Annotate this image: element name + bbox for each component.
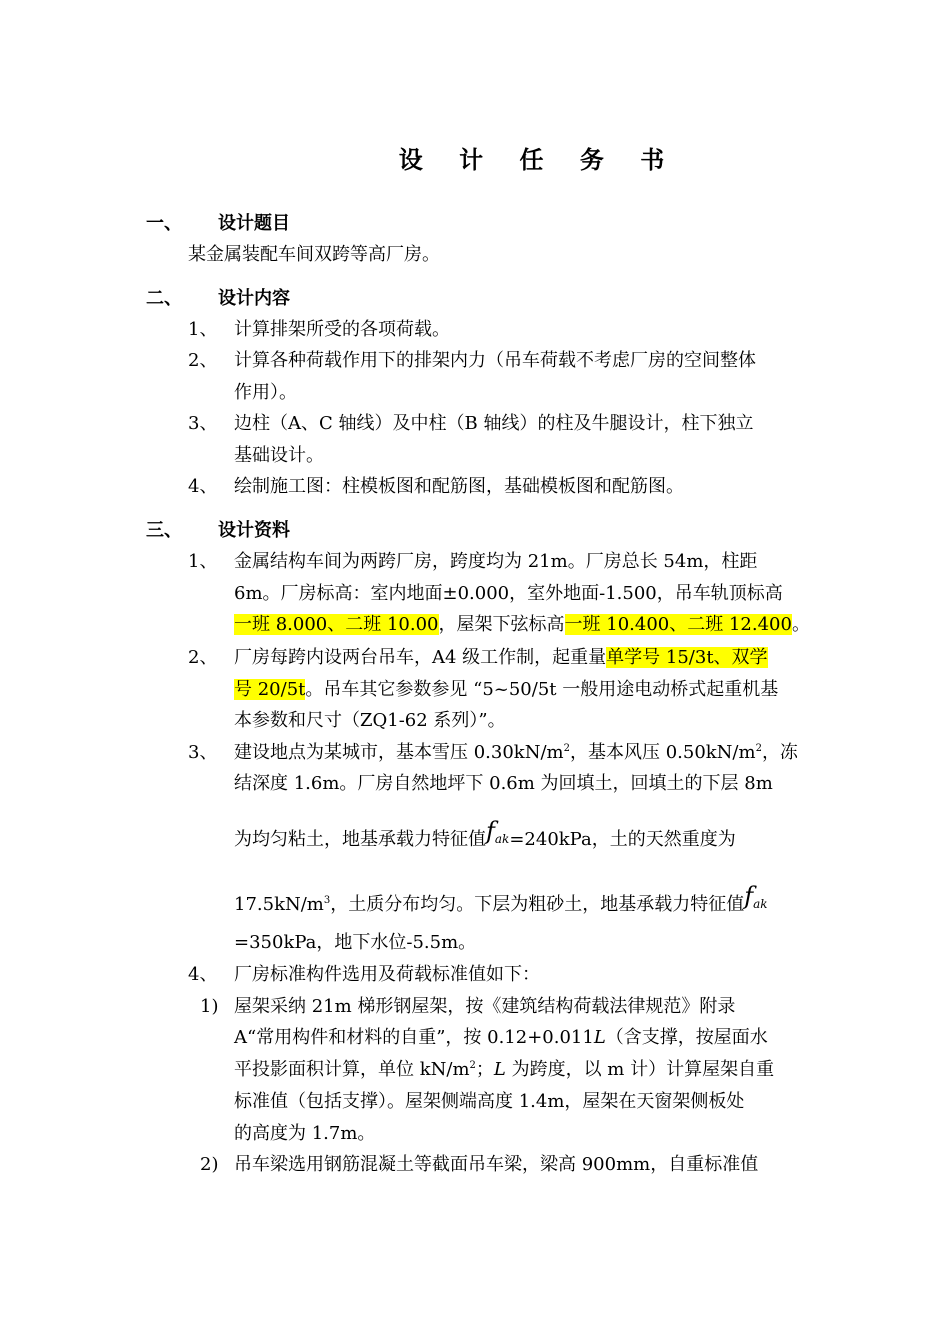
highlight-crane-capacity-cont: 号 20/5t	[234, 679, 306, 700]
fak-symbol-2: $f_{ak}$	[744, 882, 768, 911]
section-1-heading: 设计题目	[218, 213, 290, 234]
s3-item-1-line-3: 一班 8.000、二班 10.00，屋架下弦标高一班 10.400、二班 12.400。	[234, 614, 810, 635]
s3-item-4-number: 4、	[188, 964, 218, 985]
s3-item-3-line-5: =350kPa，地下水位-5.5m。	[234, 932, 477, 953]
sub-item-1-line-3: 平投影面积计算，单位 $kN/m^2$；L 为跨度，以 m 计）计算屋架自重	[234, 1059, 775, 1080]
section-3-number: 三、	[146, 520, 182, 541]
s3-item-2-number: 2、	[188, 647, 218, 668]
s3-item-4-line-1: 厂房标准构件选用及荷载标准值如下：	[234, 964, 540, 985]
document-title: 设 计 任 务 书	[398, 146, 679, 174]
s3-item-1-line-2: 6m。厂房标高：室内地面±0.000，室外地面-1.500，吊车轨顶标高	[234, 583, 783, 604]
section-2-heading: 设计内容	[218, 288, 290, 309]
s2-item-2-line-1: 计算各种荷载作用下的排架内力（吊车荷载不考虑厂房的空间整体	[234, 350, 756, 371]
s2-item-4-number: 4、	[188, 476, 218, 497]
sub-item-1-line-4: 标准值（包括支撑）。屋架侧端高度 1.4m，屋架在天窗架侧板处	[234, 1091, 745, 1112]
s2-item-2-line-2: 作用）。	[234, 382, 297, 403]
sub-item-1-line-1: 屋架采纳 21m 梯形钢屋架，按《建筑结构荷载法律规范》附录	[234, 996, 736, 1017]
s3-item-1-line-1: 金属结构车间为两跨厂房，跨度均为 21m。厂房总长 54m，柱距	[234, 551, 758, 572]
sub-item-2-number: 2)	[200, 1154, 219, 1175]
s3-item-3-line-2: 结深度 1.6m。厂房自然地坪下 0.6m 为回填土，回填土的下层 8m	[234, 773, 773, 794]
s3-item-2-line-2: 号 20/5t。吊车其它参数参见 “5~50/5t 一般用途电动桥式起重机基	[234, 679, 779, 700]
section-3-heading: 设计资料	[218, 520, 290, 541]
s2-item-3-line-2: 基础设计。	[234, 445, 324, 466]
s2-item-3-line-1: 边柱（A、C 轴线）及中柱（B 轴线）的柱及牛腿设计，柱下独立	[234, 413, 754, 434]
section-1-number: 一、	[146, 213, 182, 234]
s2-item-2-number: 2、	[188, 350, 218, 371]
s3-item-2-line-1: 厂房每跨内设两台吊车，A4 级工作制，起重量单学号 15/3t、双学	[234, 647, 768, 668]
sub-item-1-line-5: 的高度为 1.7m。	[234, 1123, 376, 1144]
highlight-crane-capacity: 单学号 15/3t、双学	[606, 647, 768, 668]
section-2-number: 二、	[146, 288, 182, 309]
s3-item-1-number: 1、	[188, 551, 218, 572]
fak-symbol: $f_{ak}$	[486, 817, 510, 846]
sub-item-1-line-2: A“常用构件和材料的自重”，按 0.12+0.011L（含支撑，按屋面水	[234, 1027, 768, 1048]
s2-item-4-line-1: 绘制施工图：柱模板图和配筋图，基础模板图和配筋图。	[234, 476, 684, 497]
highlight-rail-elevation: 一班 8.000、二班 10.00	[234, 614, 439, 635]
sub-item-2-line-1: 吊车梁选用钢筋混凝土等截面吊车梁，梁高 900mm，自重标准值	[234, 1154, 759, 1175]
s3-item-3-line-1: 建设地点为某城市，基本雪压 $0.30kN/m^2$，基本风压 $0.50kN/m^2$，冻	[234, 742, 798, 763]
s3-item-2-line-3: 本参数和尺寸（ZQ1-62 系列）”。	[234, 710, 506, 731]
s2-item-1-number: 1、	[188, 319, 218, 340]
s2-item-1-line-1: 计算排架所受的各项荷载。	[234, 319, 450, 340]
section-1-body: 某金属装配车间双跨等高厂房。	[188, 244, 440, 265]
highlight-truss-elevation: 一班 10.400、二班 12.400	[564, 614, 792, 635]
s3-item-3-number: 3、	[188, 742, 218, 763]
sub-item-1-number: 1)	[200, 996, 219, 1017]
s3-item-3-line-3: 为均匀粘土，地基承载力特征值$f_{ak}=240kPa$，土的天然重度为	[234, 817, 736, 850]
s3-item-3-line-4: $17.5kN/m^3$，土质分布均匀。下层为粗砂土，地基承载力特征值$f_{ak}$	[234, 882, 768, 915]
s2-item-3-number: 3、	[188, 413, 218, 434]
